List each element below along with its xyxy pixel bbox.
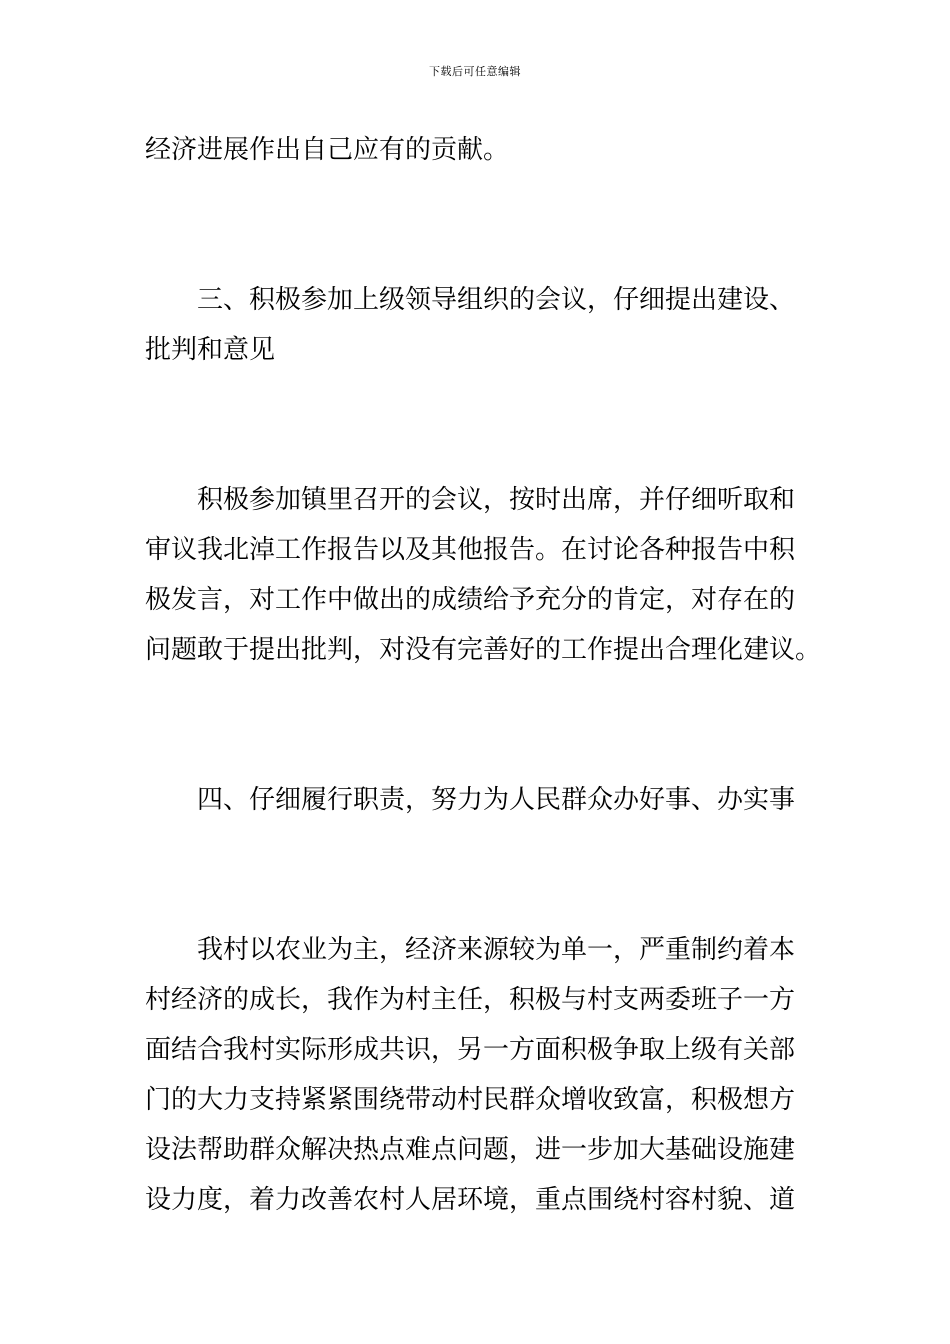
section-heading-line: 三、积极参加上级领导组织的会议，仔细提出建设、	[197, 285, 796, 315]
paragraph-line: 门的大力支持紧紧围绕带动村民群众增收致富，积极想方	[145, 1085, 796, 1115]
section-heading-line: 四、仔细履行职责，努力为人民群众办好事、办实事	[197, 785, 796, 815]
paragraph-line: 问题敢于提出批判，对没有完善好的工作提出合理化建议。	[145, 635, 822, 665]
paragraph-line: 极发言，对工作中做出的成绩给予充分的肯定，对存在的	[145, 585, 796, 615]
paragraph-line: 村经济的成长，我作为村主任，积极与村支两委班子一方	[145, 985, 796, 1015]
paragraph-line: 我村以农业为主，经济来源较为单一，严重制约着本	[197, 935, 796, 965]
section-heading-line: 批判和意见	[145, 335, 276, 365]
paragraph-line: 经济进展作出自己应有的贡献。	[145, 135, 510, 165]
paragraph-line: 面结合我村实际形成共识，另一方面积极争取上级有关部	[145, 1035, 796, 1065]
paragraph-line: 设法帮助群众解决热点难点问题，进一步加大基础设施建	[145, 1135, 796, 1165]
paragraph-line: 审议我北淖工作报告以及其他报告。在讨论各种报告中积	[145, 535, 796, 565]
paragraph-line: 积极参加镇里召开的会议，按时出席，并仔细听取和	[197, 485, 796, 515]
page-header: 下载后可任意编辑	[429, 65, 521, 78]
paragraph-line: 设力度，着力改善农村人居环境，重点围绕村容村貌、道	[145, 1185, 796, 1215]
